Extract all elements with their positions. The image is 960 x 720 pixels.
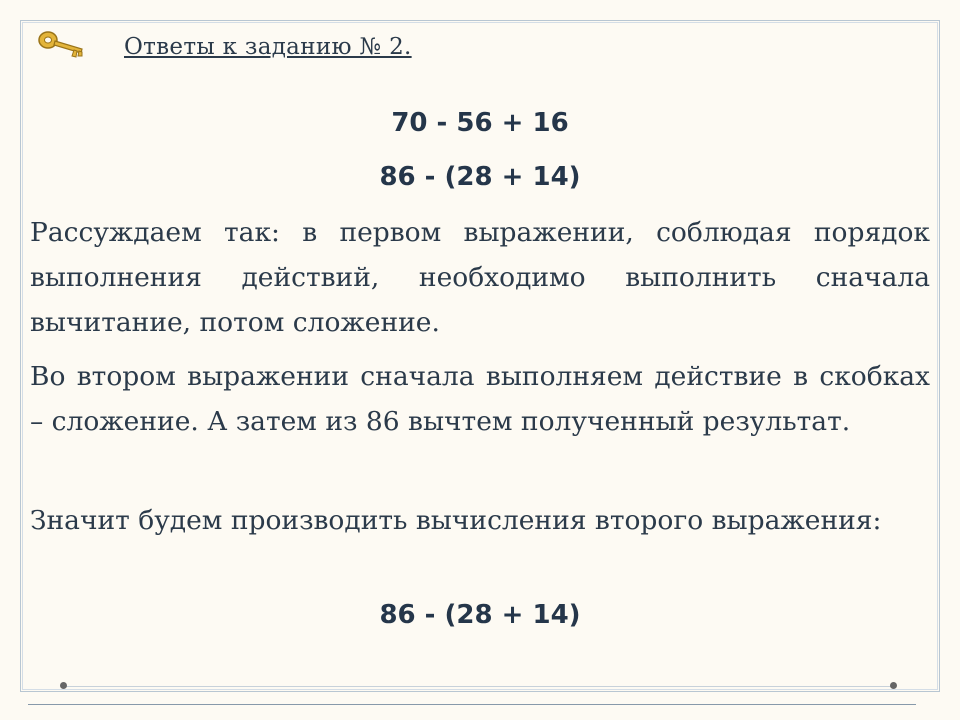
decor-dot-right xyxy=(890,682,897,689)
expression-first: 70 - 56 + 16 xyxy=(391,108,569,138)
paragraph-second-expression: Во втором выражении сначала выполняем действие в скобках – сложение. А затем из 86 вычтем полученный результат. xyxy=(30,361,930,437)
expression-second: 86 - (28 + 14) xyxy=(379,162,581,192)
expression-final: 86 - (28 + 14) xyxy=(379,600,581,630)
paragraph-reasoning: Рассуждаем так: в первом выражении, соблюдая порядок выполнения действий, необходимо выполнить сначала вычитание, потом сложение. xyxy=(30,217,930,338)
decor-dot-left xyxy=(60,682,67,689)
bottom-divider xyxy=(64,686,894,687)
page-title: Ответы к заданию № 2. xyxy=(124,34,412,60)
paragraph-conclusion: Значит будем производить вычисления второго выражения: xyxy=(30,505,882,536)
bottom-divider-outer xyxy=(28,704,916,705)
key-icon xyxy=(36,28,88,60)
